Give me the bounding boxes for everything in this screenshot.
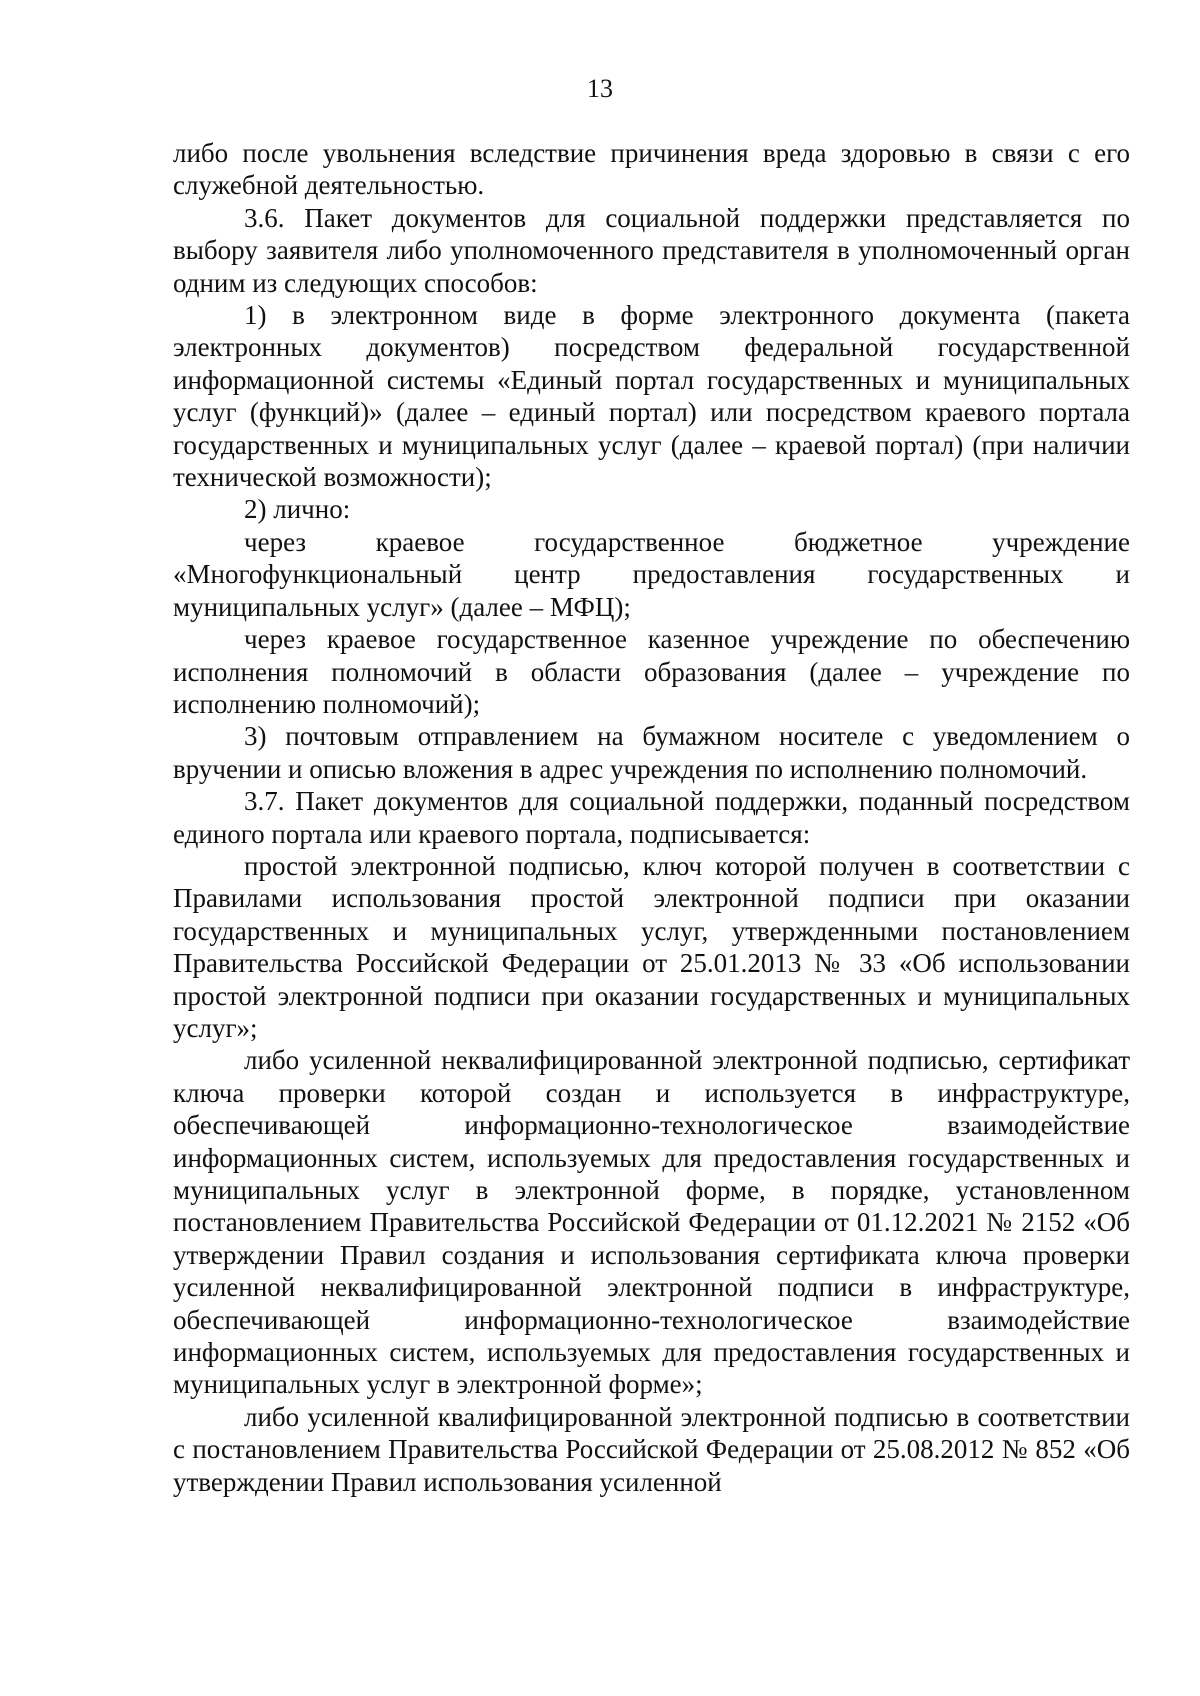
paragraph: либо усиленной неквалифицированной электронной подписью, сертификат ключа проверки которой создан и используется в инфраструктуре, обеспечивающей информационно-технологическое взаимодействие информационных систем, используемых для предоставления государственных и муниципальных услуг в электронной форме, в порядке, установленном постановлением Правительства Российской Федерации от 01.12.2021 № 2152 «Об утверждении Правил создания и использования сертификата ключа проверки усиленной неквалифицированной электронной подписи в инфраструктуре, обеспечивающей информационно-технологическое взаимодействие информационных систем, используемых для предоставления государственных и муниципальных услуг в электронной форме»; <box>173 1045 1130 1400</box>
paragraph: 2) лично: <box>244 494 351 525</box>
paragraph: простой электронной подписью, ключ которой получен в соответствии с Правилами использования простой электронной подписи при оказании государственных и муниципальных услуг, утвержденными постановлением Правительства Российской Федерации от 25.01.2013 № 33 «Об использовании простой электронной подписи при оказании государственных и муниципальных услуг»; <box>173 850 1130 1043</box>
paragraph: либо усиленной квалифицированной электронной подписью в соответствии с постановлением Правительства Российской Федерации от 25.08.2012 № 852 «Об утверждении Правил использования усиленной <box>173 1401 1130 1497</box>
paragraph: 3.7. Пакет документов для социальной поддержки, поданный посредством единого портала или краевого портала, подписывается: <box>173 786 1130 849</box>
paragraph: через краевое государственное казенное учреждение по обеспечению исполнения полномочий в области образования (далее – учреждение по исполнению полномочий); <box>173 624 1130 719</box>
paragraph: 3) почтовым отправлением на бумажном носителе с уведомлением о вручении и описью вложения в адрес учреждения по исполнению полномочий. <box>173 721 1130 784</box>
paragraph: 1) в электронном виде в форме электронного документа (пакета электронных документов) посредством федеральной государственной информационной системы «Единый портал государственных и муниципальных услуг (функций)» (далее – единый портал) или посредством краевого портала государственных и муниципальных услуг (далее – краевой портал) (при наличии технической возможности); <box>173 300 1130 493</box>
paragraph: через краевое государственное бюджетное учреждение «Многофункциональный центр предоставления государственных и муниципальных услуг» (далее – МФЦ); <box>173 526 1130 622</box>
paragraph: либо после увольнения вследствие причинения вреда здоровью в связи с его служебной деятельностью. <box>173 138 1130 201</box>
page-number: 13 <box>587 74 613 103</box>
paragraph: 3.6. Пакет документов для социальной поддержки представляется по выбору заявителя либо уполномоченного представителя в уполномоченный орган одним из следующих способов: <box>173 202 1130 298</box>
document-body <box>173 137 1130 1498</box>
